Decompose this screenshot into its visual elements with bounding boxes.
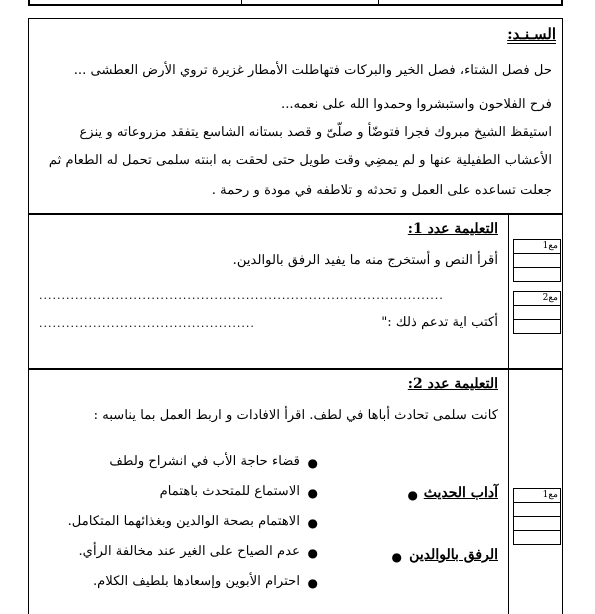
previous-table-strip [28, 0, 563, 6]
category-label: الرفق بالوالدين [409, 547, 498, 563]
bullet-icon: ● [307, 576, 318, 590]
question-2-title: التعليمة عدد 2: [407, 376, 498, 392]
criteria-column-divider [508, 370, 509, 614]
question-2-instruction: كانت سلمى تحادث أباها في لطف. اقرأ الافادات و اربط العمل بما يناسبه : [93, 408, 498, 423]
answer-dotted-line[interactable]: .......................................................................................... [39, 289, 444, 302]
sanad-line: استيقظ الشيخ مبروك فجرا فتوضّأ و صلّىّ و قصد بستانه الشاسع يتفقد مزروعاته و ينزع [79, 125, 552, 140]
category-label: آداب الحديث [423, 485, 498, 501]
criteria-column-divider [508, 215, 509, 368]
bullet-icon: ● [391, 550, 402, 564]
match-item[interactable]: عدم الصياح على الغير عند مخالفة الرأي. [78, 544, 300, 559]
answer-dotted-line[interactable]: ................................................ [39, 317, 255, 330]
bullet-icon: ● [307, 546, 318, 560]
sanad-line: حل فصل الشتاء، فصل الخير والبركات فتهاطلت الأمطار غزيرة تروي الأرض العطشى ... [73, 63, 552, 78]
sanad-box [28, 18, 563, 214]
sanad-line: فرح الفلاحون واستبشروا وحمدوا الله على نعمه... [281, 97, 552, 112]
match-item[interactable]: احترام الأبوين وإسعادها بلطيف الكلام. [92, 574, 300, 589]
bullet-icon: ● [307, 516, 318, 530]
bullet-icon: ● [307, 486, 318, 500]
strip-divider [378, 0, 379, 4]
question-1-verse-prompt: أكتب اية تدعم ذلك :" [381, 315, 498, 330]
match-item[interactable]: قضاء حاجة الأب في انشراح ولطف [109, 454, 300, 469]
criteria-label: مع1 [542, 490, 558, 500]
criteria-box-1 [513, 488, 561, 545]
match-item[interactable]: الاهتمام بصحة الوالدين وبغذائهما المتكامل. [67, 514, 300, 529]
criteria-label: مع2 [542, 293, 558, 303]
sanad-line: الأعشاب الطفيلية عنها و لم يمضِي وقت طويل حتى لحقت به ابنته سلمى تحمل له الطعام ثم [48, 153, 552, 168]
sanad-title: السـنـد: [507, 25, 556, 43]
question-1-box [28, 214, 563, 369]
question-2-box [28, 369, 563, 614]
strip-divider [241, 0, 242, 4]
bullet-icon: ● [407, 488, 418, 502]
criteria-box-2 [513, 291, 561, 334]
question-1-title: التعليمة عدد 1: [407, 221, 498, 237]
bullet-icon: ● [307, 456, 318, 470]
criteria-label: مع1 [542, 241, 558, 251]
criteria-box-1 [513, 239, 561, 282]
sanad-line: جعلت تساعده على العمل و تحدثه و تلاطفه في مودة و رحمة . [211, 183, 552, 198]
match-item[interactable]: الاستماع للمتحدث باهتمام [159, 484, 300, 499]
question-1-instruction: أقرأ النص و أستخرج منه ما يفيد الرفق بالوالدين. [232, 253, 498, 268]
